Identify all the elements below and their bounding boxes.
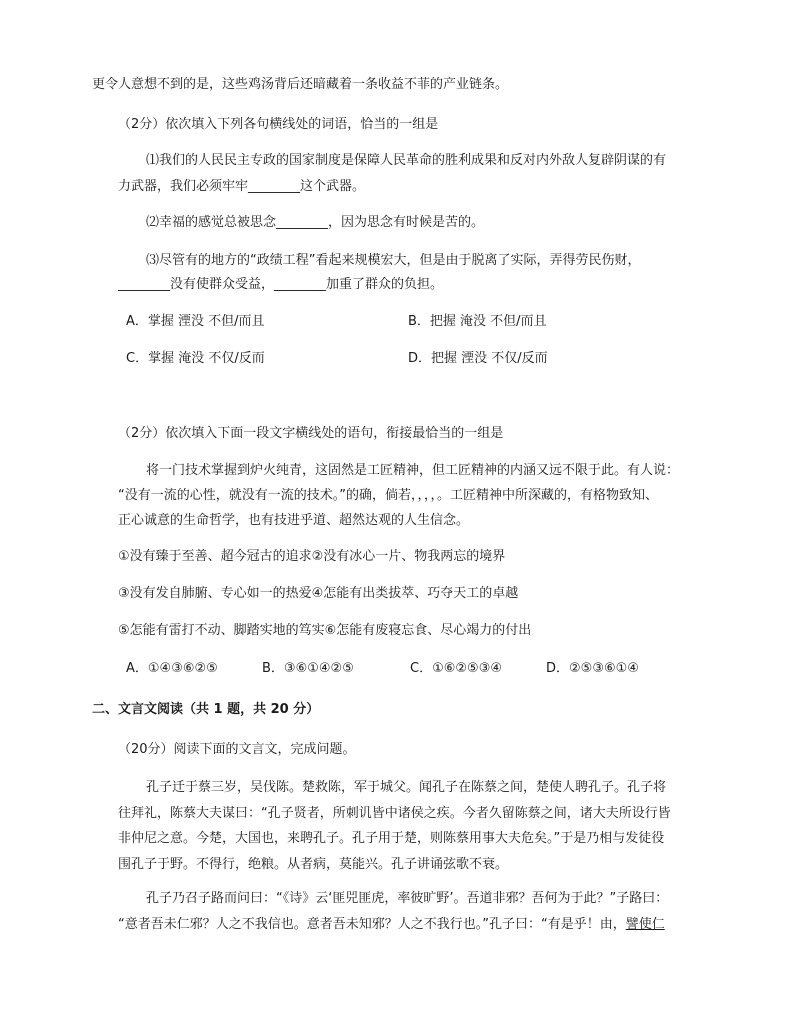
text-line: ________没有使群众受益，________加重了群众的负担。 <box>118 277 444 292</box>
option-a[interactable]: A．①④③⑥②⑤ <box>126 661 218 676</box>
section-heading: 二、文言文阅读（共 1 题，共 20 分） <box>92 702 320 717</box>
passage-line: 围孔子于野。不得行，绝粮。从者病，莫能兴。孔子讲诵弦歌不衰。 <box>118 857 509 872</box>
text-line: “没有一流的心性，就没有一流的技术。”的确，倘若，，，，。工匠精神中所深藏的，有格物致知、 <box>118 488 658 503</box>
text-line: 将一门技术掌握到炉火纯青，这固然是工匠精神，但工匠精神的内涵又远不限于此。有人说： <box>146 463 680 478</box>
passage-line: 往拜礼，陈蔡大夫谋曰：“孔子贤者，所刺讥皆中诸侯之疾。今者久留陈蔡之间，诸大夫所设行皆 <box>118 806 671 821</box>
sentence-1: ⑴我们的人民民主专政的国家制度是保障人民革命的胜利成果和反对内外敌人复辟阴谋的有 <box>146 153 667 168</box>
choice-sentences: ①没有臻于至善、超今冠古的追求②没有冰心一片、物我两忘的境界 <box>118 549 506 564</box>
text-line: 力武器，我们必须牢牢________这个武器。 <box>118 179 366 194</box>
underlined-phrase: 譬使仁 <box>625 917 665 932</box>
passage-line: 孔子乃召子路而问曰：“《诗》云‘匪兕匪虎，率彼旷野’。吾道非邪？吾何为于此？”子路曰： <box>146 891 669 906</box>
option-c[interactable]: C．①⑥②⑤③④ <box>410 661 503 676</box>
option-b[interactable]: B．③⑥①④②⑤ <box>262 661 354 676</box>
sentence-2: ⑵幸福的感觉总被思念________，因为思念有时候是苦的。 <box>146 215 485 230</box>
question-stem: （2分）依次填入下面一段文字横线处的语句，衔接最恰当的一组是 <box>118 426 504 441</box>
passage-line: 孔子迁于蔡三岁，吴伐陈。楚救陈，军于城父。闻孔子在陈蔡之间，楚使人聘孔子。孔子将 <box>146 780 667 795</box>
question-stem: （20分）阅读下面的文言文，完成问题。 <box>118 742 356 757</box>
option-d[interactable]: D．②⑤③⑥①④ <box>546 661 639 676</box>
option-a[interactable]: A．掌握 湮没 不但/而且 <box>126 314 265 329</box>
question-stem: （2分）依次填入下列各句横线处的词语，恰当的一组是 <box>118 117 439 132</box>
sentence-3: ⑶尽管有的地方的“政绩工程”看起来规模宏大，但是由于脱离了实际，弄得劳民伤财， <box>146 253 641 268</box>
text-line: 更令人意想不到的是，这些鸡汤背后还暗藏着一条收益不菲的产业链条。 <box>92 77 509 92</box>
passage-text: “意者吾未仁邪？人之不我信也。意者吾未知邪？人之不我行也。”孔子曰：“有是乎！由， <box>118 917 626 932</box>
option-d[interactable]: D．把握 湮没 不仅/反而 <box>408 351 548 366</box>
text-line: 正心诚意的生命哲学，也有技进乎道、超然达观的人生信念。 <box>118 513 470 528</box>
passage-line <box>118 916 665 934</box>
choice-sentences: ⑤怎能有雷打不动、脚踏实地的笃实⑥怎能有废寝忘食、尽心竭力的付出 <box>118 623 532 638</box>
passage-line: 非仲尼之意。今楚，大国也，来聘孔子。孔子用于楚，则陈蔡用事大夫危矣。”于是乃相与发徒役 <box>118 831 665 846</box>
option-b[interactable]: B．把握 淹没 不但/而且 <box>408 314 547 329</box>
choice-sentences: ③没有发自肺腑、专心如一的热爱④怎能有出类拔萃、巧夺天工的卓越 <box>118 586 519 601</box>
option-c[interactable]: C．掌握 淹没 不仅/反而 <box>126 351 265 366</box>
